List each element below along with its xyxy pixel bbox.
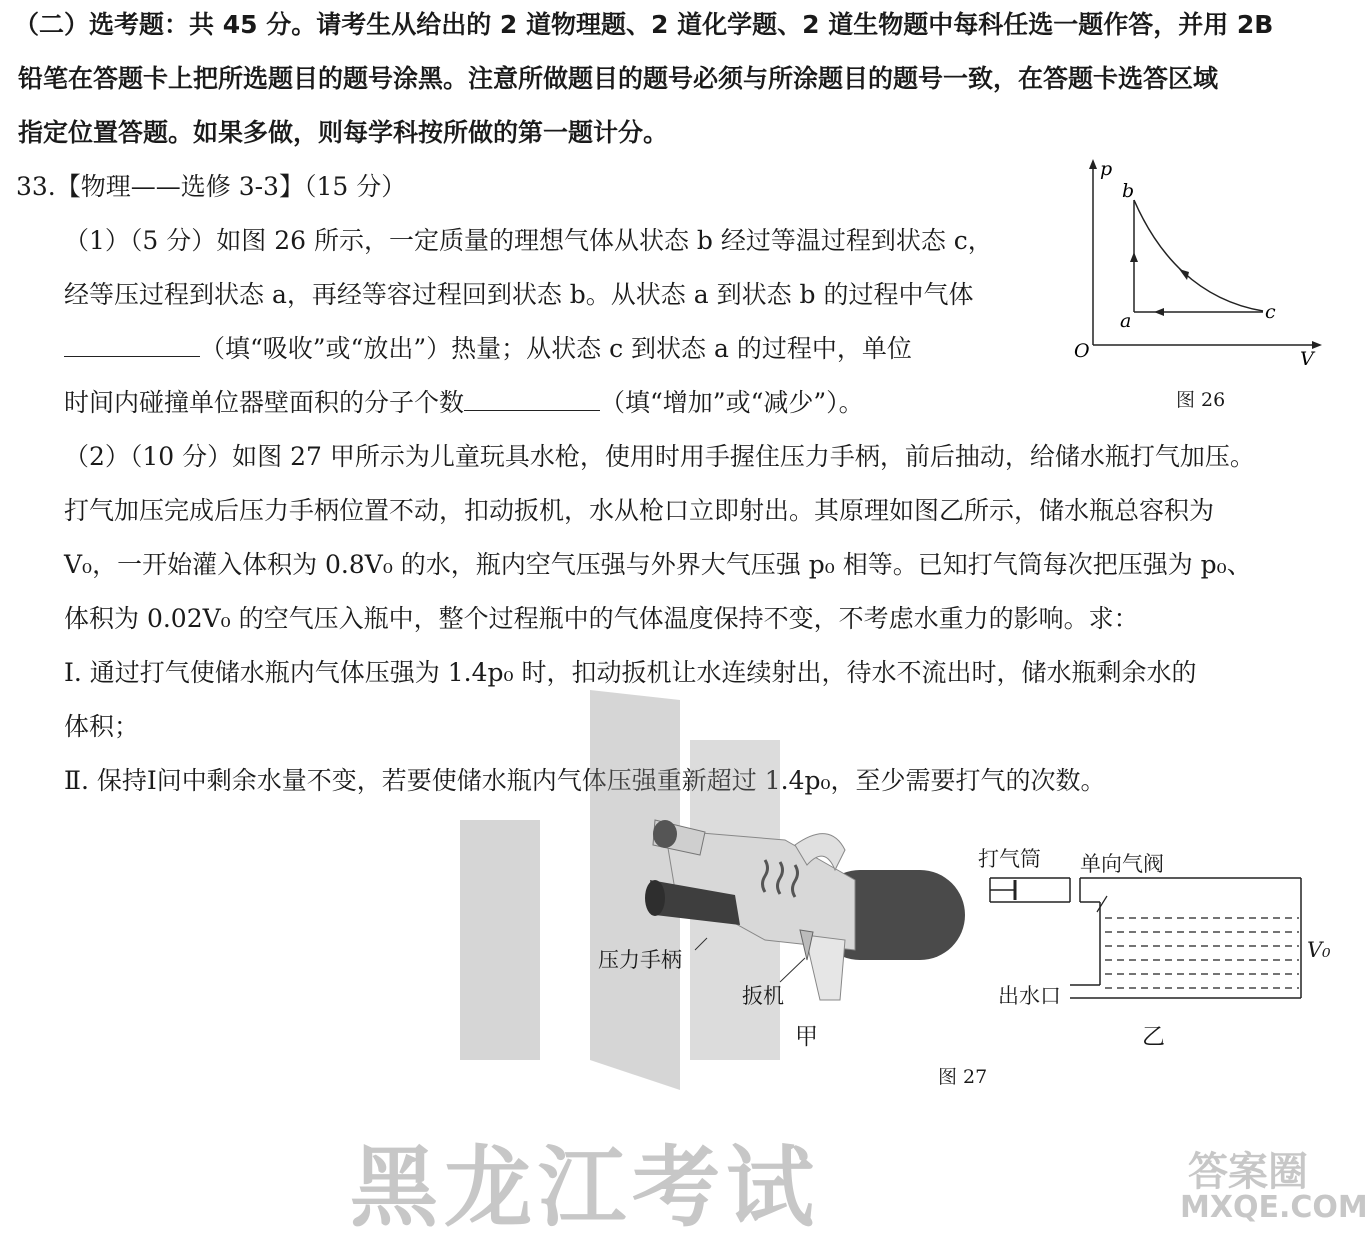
label-outlet: 出水口 [998, 984, 1061, 1008]
q33-part2-line3: V₀，一开始灌入体积为 0.8V₀ 的水，瓶内空气压强与外界大气压强 p₀ 相等。已知打气筒每次把压强为 p₀、 [64, 550, 1252, 579]
figure-26-caption: 图 26 [1176, 389, 1226, 411]
label-jia: 甲 [795, 1024, 818, 1050]
answer-blank-1[interactable] [64, 334, 200, 357]
label-origin: O [1074, 340, 1090, 362]
figure-27-jia-water-gun [595, 810, 970, 1005]
arrow-c-to-a [1154, 308, 1164, 316]
q33-header: 33.【物理——选修 3-3】（15 分） [16, 172, 407, 201]
label-v: V [1300, 348, 1314, 370]
isotherm-curve [1134, 200, 1263, 311]
label-point-b: b [1122, 180, 1135, 202]
q33-part2-line4: 体积为 0.02V₀ 的空气压入瓶中，整个过程瓶中的气体温度保持不变，不考虑水重力的影响。求： [64, 604, 1139, 633]
q33-part2-line2: 打气加压完成后压力手柄位置不动，扣动扳机，水从枪口立即射出。其原理如图乙所示，储水瓶总容积为 [64, 496, 1215, 525]
label-pump: 打气筒 [978, 847, 1041, 871]
answer-blank-2[interactable] [464, 388, 600, 411]
label-p: p [1100, 158, 1113, 180]
intro-line-1: （二）选考题：共 45 分。请考生从给出的 2 道物理题、2 道化学题、2 道生物题中每科任选一题作答，并用 2B [14, 10, 1274, 39]
arrow-b-to-c [1179, 269, 1189, 280]
q33-sub2: Ⅱ. 保持Ⅰ问中剩余水量不变，若要使储水瓶内气体压强重新超过 1.4p₀，至少需要打气的次数。 [64, 766, 1106, 795]
intro-line-2: 铅笔在答题卡上把所选题目的题号涂黑。注意所做题目的题号必须与所涂题目的题号一致，在答题卡选答区域 [18, 64, 1219, 93]
label-trigger: 扳机 [742, 984, 784, 1008]
watermark-badge: 答案圈 [1188, 1148, 1308, 1195]
label-point-c: c [1265, 301, 1276, 323]
figure-26-pv-diagram [1068, 155, 1330, 370]
figure-27-caption: 图 27 [938, 1066, 988, 1088]
label-v0: V₀ [1307, 938, 1331, 962]
label-yi: 乙 [1142, 1024, 1165, 1050]
q33-part1-line1: （1）（5 分）如图 26 所示，一定质量的理想气体从状态 b 经过等温过程到状态 c， [64, 226, 993, 255]
intro-line-3: 指定位置答题。如果多做，则每学科按所做的第一题计分。 [18, 118, 669, 147]
arrow-a-to-b [1130, 252, 1138, 262]
watermark-site: MXQE.COM [1180, 1190, 1368, 1225]
q33-part1-line4: 时间内碰撞单位器壁面积的分子个数 （填“增加”或“减少”）。 [64, 388, 864, 417]
q33-part1-line2: 经等压过程到状态 a，再经等容过程回到状态 b。从状态 a 到状态 b 的过程中气体 [64, 280, 974, 309]
p-axis-arrow [1089, 159, 1097, 169]
q33-part1-line3: （填“吸收”或“放出”）热量；从状态 c 到状态 a 的过程中，单位 [64, 332, 912, 366]
q33-sub1-line2: 体积； [64, 712, 140, 741]
q33-sub1-line1: Ⅰ. 通过打气使储水瓶内气体压强为 1.4p₀ 时，扣动扳机让水连续射出，待水不流出时，储水瓶剩余水的 [64, 658, 1197, 687]
label-pressure-handle: 压力手柄 [598, 948, 682, 972]
label-valve: 单向气阀 [1080, 852, 1164, 876]
label-point-a: a [1120, 310, 1132, 332]
q33-part2-line1: （2）（10 分）如图 27 甲所示为儿童玩具水枪，使用时用手握住压力手柄，前后抽动，给储水瓶打气加压。 [64, 442, 1255, 471]
watermark-text: 黑龙江考试 [350, 1135, 821, 1239]
